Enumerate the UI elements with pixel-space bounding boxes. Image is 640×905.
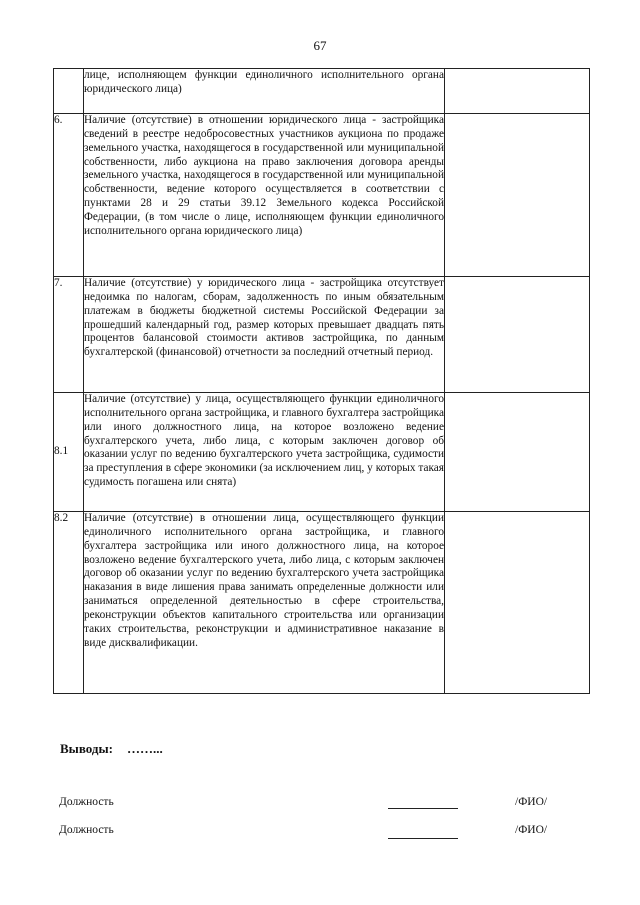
row-value-cell[interactable] [445, 512, 590, 694]
position-label: Должность [59, 796, 114, 808]
full-name-placeholder: /ФИО/ [515, 796, 548, 808]
row-number: 8.2 [54, 512, 84, 694]
conclusion [60, 741, 163, 757]
conclusion-label: Выводы: [60, 741, 113, 756]
row-value-cell[interactable] [445, 114, 590, 277]
conclusion-value: ……... [126, 741, 163, 756]
row-criterion-text: Наличие (отсутствие) в отношении лица, осуществляющего функции единоличного исполнительного органа застройщика, и главного бухгалтера застройщика или иного должностного лица, на которое возложено ведение бухгалтерского учета, либо лица, с которым заключен договор об оказании услуг по ведению бухгалтерского учета застройщика наказания в виде лишения права занимать определенные должности или заниматься определенной деятельностью в сфере строительства, реконструкции объектов капитального строительства или организации таких строительства, реконструкции и административное наказание в виде дисквалификации. [84, 512, 445, 694]
table-row [54, 277, 590, 393]
signature-row [59, 824, 559, 844]
row-value-cell[interactable] [445, 69, 590, 114]
signature-row [59, 796, 559, 816]
row-number: 8.1 [54, 393, 84, 512]
position-label: Должность [59, 824, 114, 836]
table-row [54, 393, 590, 512]
row-criterion-text: Наличие (отсутствие) у юридического лица - застройщика отсутствует недоимка по налогам, сборам, задолженность по иным обязательным платежам в бюджеты бюджетной системы Российской Федерации за прошедший календарный год, размер которых превышает двадцать пять процентов балансовой стоимости активов застройщика, по данным бухгалтерской (финансовой) отчетности за последний отчетный период. [84, 277, 445, 393]
row-number: 6. [54, 114, 84, 277]
row-criterion-text: Наличие (отсутствие) у лица, осуществляющего функции единоличного исполнительного органа застройщика, и главного бухгалтера застройщика или иного должностного лица, на которое возложено ведение бухгалтерского учета, либо лица, с которым заключен договор об оказании услуг по ведению бухгалтерского учета застройщика, судимости за преступления в сфере экономики (за исключением лиц, у которых такая судимость погашена или снята) [84, 393, 445, 512]
table-row [54, 69, 590, 114]
row-value-cell[interactable] [445, 277, 590, 393]
page-number: 67 [313, 38, 327, 53]
full-name-placeholder: /ФИО/ [515, 824, 548, 836]
row-criterion-text: Наличие (отсутствие) в отношении юридического лица - застройщика сведений в реестре недобросовестных участников аукциона по продаже земельного участка, находящегося в государственной или муниципальной собственности, либо аукциона на право заключения договора аренды земельного участка, находящегося в государственной или муниципальной собственности, ведение которого осуществляется в соответствии с пунктами 28 и 29 статьи 39.12 Земельного кодекса Российской Федерации, (в том числе о лице, исполняющем функции единоличного исполнительного органа юридического лица) [84, 114, 445, 277]
signature-line [388, 808, 458, 809]
table-row [54, 114, 590, 277]
table-row [54, 512, 590, 694]
row-value-cell[interactable] [445, 393, 590, 512]
row-number: 7. [54, 277, 84, 393]
signature-line [388, 838, 458, 839]
row-criterion-text: лице, исполняющем функции единоличного исполнительного органа юридического лица) [84, 69, 445, 114]
row-number [54, 69, 84, 114]
criteria-table [53, 68, 590, 694]
